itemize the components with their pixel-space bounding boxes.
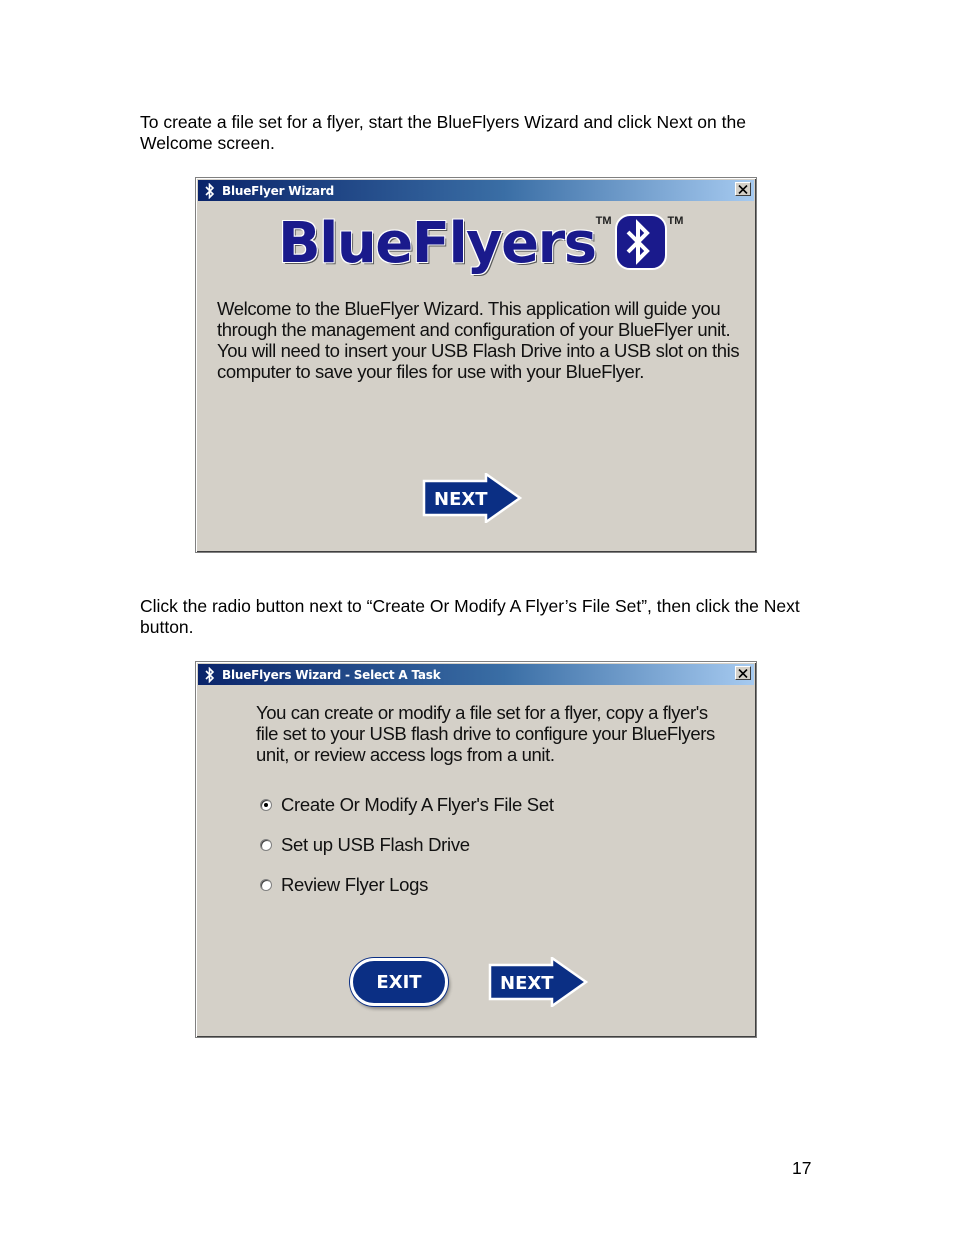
radio-review-logs[interactable] (260, 874, 428, 896)
radio-button[interactable] (260, 839, 272, 851)
window-title: BlueFlyers Wizard - Select A Task (222, 667, 441, 682)
select-task-window-titlebar (198, 664, 754, 685)
radio-create-modify[interactable] (260, 794, 554, 816)
radio-selected-dot (264, 803, 268, 807)
welcome-message: Welcome to the BlueFlyer Wizard. This application will guide you through the management and configuration of your BlueFlyer unit. You will need to insert your USB Flash Drive into a USB slot on this computer to save your files for use with your BlueFlyer. (217, 298, 740, 382)
next-button-label: NEXT (500, 973, 554, 994)
select-task-window (195, 661, 757, 1038)
logo-text: BlueFlyers (278, 211, 596, 276)
close-button[interactable] (735, 182, 751, 196)
next-button[interactable] (488, 957, 588, 1007)
exit-button-label: EXIT (376, 971, 422, 993)
exit-button[interactable] (350, 958, 448, 1006)
radio-label: Set up USB Flash Drive (281, 834, 470, 855)
radio-setup-usb[interactable] (260, 834, 470, 856)
close-icon (738, 669, 748, 678)
trademark-mark: TM (595, 215, 612, 227)
bluetooth-icon (202, 667, 218, 683)
close-button[interactable] (735, 666, 751, 680)
intro-paragraph: To create a file set for a flyer, start the BlueFlyers Wizard and click Next on the Welcome screen. (140, 112, 746, 153)
bluetooth-icon (202, 183, 218, 199)
window-title: BlueFlyer Wizard (222, 183, 335, 198)
radio-button[interactable] (260, 799, 272, 811)
task-description: You can create or modify a file set for a flyer, copy a flyer's file set to your USB flash drive to configure your BlueFlyers unit, or review access logs from a unit. (256, 702, 715, 765)
welcome-window (195, 177, 757, 553)
welcome-window-titlebar (198, 180, 754, 201)
blueflyers-logo (278, 211, 683, 277)
close-icon (738, 185, 748, 194)
trademark-mark: TM (667, 215, 684, 227)
radio-label: Create Or Modify A Flyer's File Set (281, 794, 554, 815)
second-paragraph: Click the radio button next to “Create Or Modify A Flyer’s File Set”, then click the Next button. (140, 596, 800, 637)
page-number: 17 (792, 1158, 812, 1178)
radio-label: Review Flyer Logs (281, 874, 429, 895)
next-button-label: NEXT (434, 489, 488, 510)
radio-button[interactable] (260, 879, 272, 891)
next-button[interactable] (422, 473, 522, 523)
bluetooth-icon (614, 213, 668, 271)
